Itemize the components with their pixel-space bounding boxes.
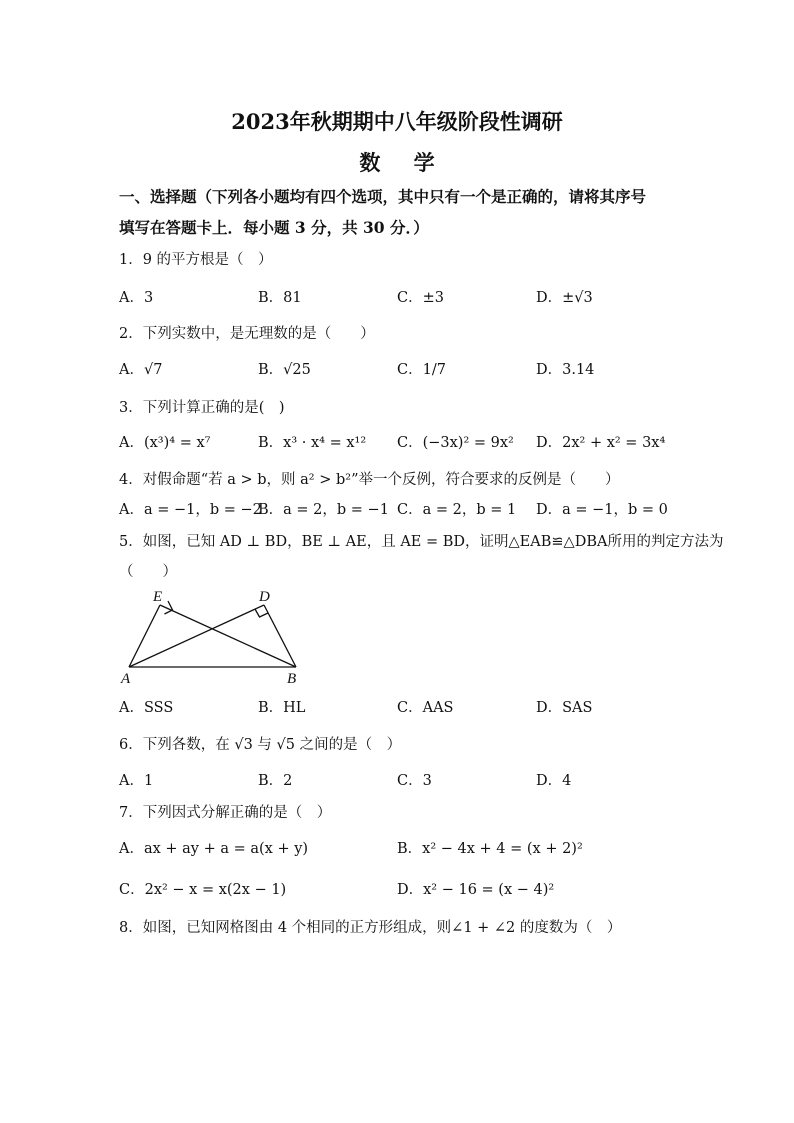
q1-option-b: B．81 (258, 290, 302, 306)
triangle-figure (115, 585, 315, 690)
question-8-stem: 8．如图，已知网格图由 4 个相同的正方形组成，则∠1 + ∠2 的度数为（ ） (119, 920, 622, 936)
q3-option-c: C．(−3x)² = 9x² (397, 435, 514, 451)
q1-option-c: C．±3 (397, 290, 444, 306)
section-heading-line2: 填写在答题卡上．每小题 3 分，共 30 分．） (119, 218, 429, 237)
q2-option-d: D．3.14 (536, 362, 595, 378)
question-5-stem-cont: （ ） (119, 564, 177, 580)
segment-eb (160, 605, 296, 667)
q3-option-b: B．x³ · x⁴ = x¹² (258, 435, 367, 451)
segment-ae (129, 605, 160, 667)
q4-option-b: B．a = 2，b = −1 (258, 502, 389, 518)
page-title: 2023年秋期期中八年级阶段性调研 (231, 109, 563, 134)
label-d: D (259, 589, 270, 605)
q7-option-a: A．ax + ay + a = a(x + y) (119, 841, 309, 857)
label-b: B (287, 671, 297, 687)
q1-option-a: A．3 (119, 290, 154, 306)
q5-option-c: C．AAS (397, 700, 454, 716)
q7-option-c: C．2x² − x = x(2x − 1) (119, 882, 287, 898)
q6-option-a: A．1 (119, 773, 154, 789)
q7-option-d: D．x² − 16 = (x − 4)² (397, 882, 555, 898)
question-2-stem: 2．下列实数中，是无理数的是（ ） (119, 326, 375, 342)
q6-option-d: D．4 (536, 773, 572, 789)
question-3-stem: 3．下列计算正确的是( ) (119, 400, 285, 416)
q5-option-d: D．SAS (536, 700, 593, 716)
subject-heading: 数 学 (359, 150, 435, 175)
q6-option-b: B．2 (258, 773, 293, 789)
q1-option-d: D．±√3 (536, 290, 593, 306)
q3-option-d: D．2x² + x² = 3x⁴ (536, 435, 666, 451)
label-e: E (153, 589, 163, 605)
q5-option-a: A．SSS (119, 700, 174, 716)
question-1-stem: 1．9 的平方根是（ ） (119, 252, 273, 268)
q2-option-a: A．√7 (119, 362, 163, 378)
segment-db (264, 605, 296, 667)
q4-option-a: A．a = −1，b = −2 (119, 502, 262, 518)
question-7-stem: 7．下列因式分解正确的是（ ） (119, 805, 332, 821)
section-heading-line1: 一、选择题（下列各小题均有四个选项，其中只有一个是正确的，请将其序号 (119, 187, 647, 206)
question-4-stem: 4．对假命题“若 a > b，则 a² > b²”举一个反例，符合要求的反例是（ ） (119, 472, 620, 488)
question-5-stem: 5．如图，已知 AD ⊥ BD，BE ⊥ AE，且 AE = BD，证明△EAB≌△DBA所用的判定方法为 (119, 534, 724, 550)
q4-option-d: D．a = −1，b = 0 (536, 502, 668, 518)
q7-option-b: B．x² − 4x + 4 = (x + 2)² (397, 841, 583, 857)
label-a: A (121, 671, 131, 687)
q5-option-b: B．HL (258, 700, 306, 716)
question-6-stem: 6．下列各数，在 √3 与 √5 之间的是（ ） (119, 737, 402, 753)
q3-option-a: A．(x³)⁴ = x⁷ (119, 435, 211, 451)
q6-option-c: C．3 (397, 773, 432, 789)
segment-ad (129, 605, 264, 667)
q4-option-c: C．a = 2，b = 1 (397, 502, 517, 518)
q2-option-c: C．1/7 (397, 362, 446, 378)
q2-option-b: B．√25 (258, 362, 311, 378)
